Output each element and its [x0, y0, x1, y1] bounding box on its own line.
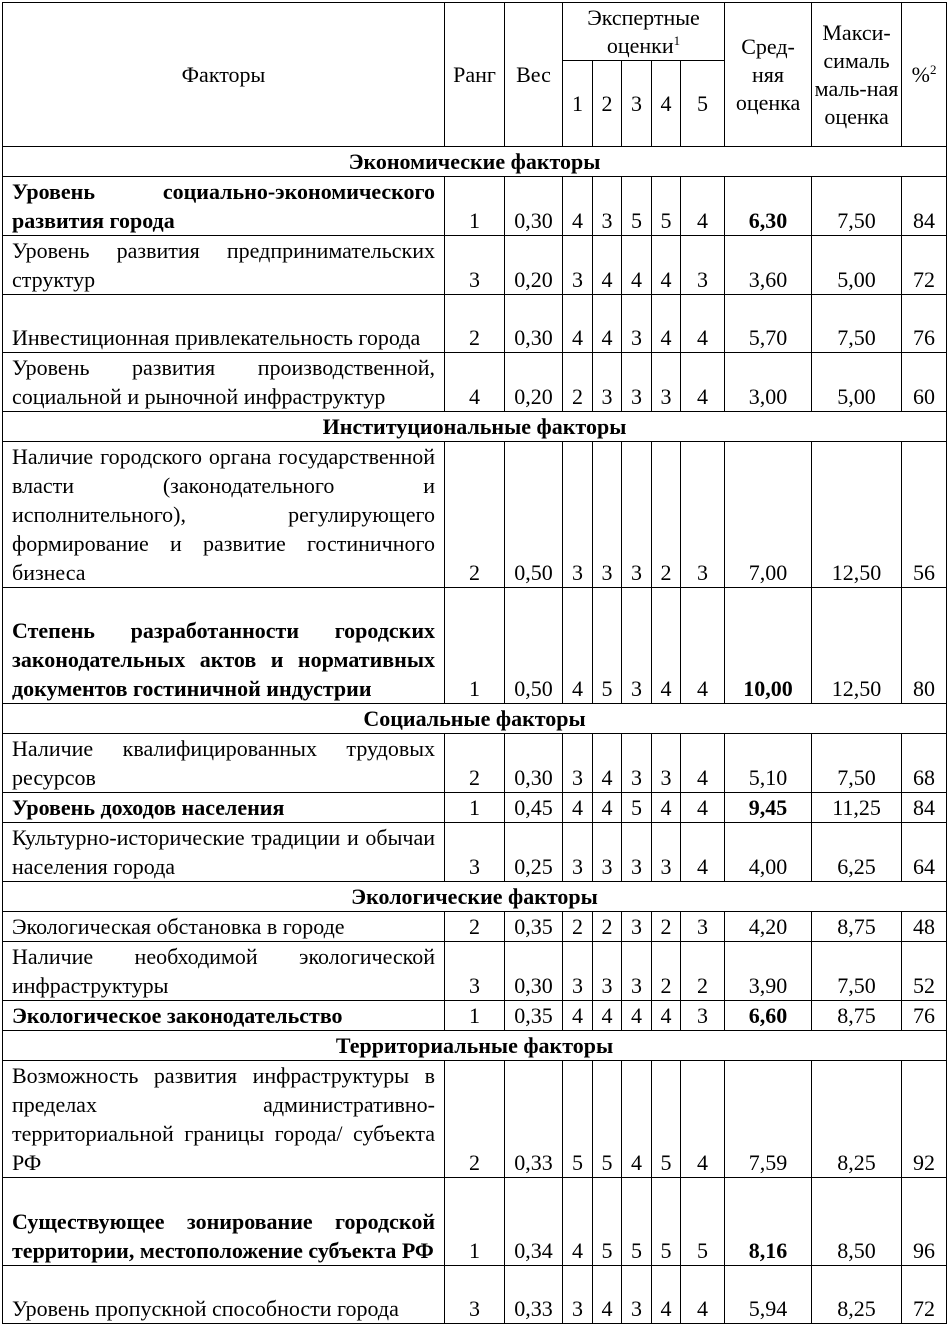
expert-score-cell: 4	[622, 1001, 652, 1031]
expert-score-cell: 4	[681, 1061, 725, 1178]
expert-score-cell: 5	[652, 1178, 681, 1266]
expert-score-cell: 4	[681, 177, 725, 236]
expert-score-cell: 4	[622, 236, 652, 295]
expert-score-cell: 4	[563, 1001, 593, 1031]
table-row	[3, 1266, 947, 1324]
pct-cell: 80	[902, 588, 947, 704]
expert-score-cell: 3	[681, 442, 725, 588]
header-expert-label: Экспертные оценки	[587, 4, 700, 58]
expert-score-cell: 2	[652, 912, 681, 942]
avg-cell: 3,90	[725, 942, 812, 1001]
weight-cell: 0,30	[505, 942, 563, 1001]
avg-cell: 5,10	[725, 734, 812, 793]
expert-score-cell: 2	[593, 912, 622, 942]
pct-cell: 56	[902, 442, 947, 588]
expert-score-cell: 3	[622, 1266, 652, 1324]
expert-score-cell: 4	[563, 295, 593, 353]
factor-name: Уровень развития предпринимательских структур	[3, 236, 445, 295]
pct-cell: 60	[902, 353, 947, 412]
expert-score-cell: 4	[593, 295, 622, 353]
expert-score-cell: 3	[681, 912, 725, 942]
factor-name: Возможность развития инфраструктуры в пределах административно-территориальной границы города/ субъекта РФ	[3, 1061, 445, 1178]
factor-name: Инвестиционная привлекательность города	[3, 295, 445, 353]
expert-score-cell: 5	[593, 588, 622, 704]
factor-name: Экологическое законодательство	[3, 1001, 445, 1031]
rank-cell: 2	[445, 295, 505, 353]
rank-cell: 4	[445, 353, 505, 412]
factor-name: Наличие городского органа государственной власти (законодательного и исполнительного), регулирующего формирование и развитие гостиничного бизнеса	[3, 442, 445, 588]
max-cell: 8,25	[812, 1061, 902, 1178]
section-row	[3, 1031, 947, 1061]
rank-cell: 3	[445, 236, 505, 295]
factor-name: Степень разработанности городских законодательных актов и нормативных документов гостиничной индустрии	[3, 588, 445, 704]
expert-score-cell: 4	[593, 734, 622, 793]
weight-cell: 0,45	[505, 793, 563, 823]
avg-cell: 5,70	[725, 295, 812, 353]
factor-name: Уровень социально-экономического развития города	[3, 177, 445, 236]
weight-cell: 0,50	[505, 442, 563, 588]
expert-score-cell: 3	[622, 442, 652, 588]
avg-cell: 4,00	[725, 823, 812, 882]
expert-score-cell: 2	[652, 942, 681, 1001]
pct-cell: 84	[902, 177, 947, 236]
rank-cell: 3	[445, 823, 505, 882]
pct-cell: 52	[902, 942, 947, 1001]
header-expert-3: 3	[622, 61, 652, 147]
expert-score-cell: 3	[563, 1266, 593, 1324]
expert-score-cell: 4	[681, 823, 725, 882]
header-avg: Сред- няя оценка	[725, 3, 812, 147]
avg-cell: 9,45	[725, 793, 812, 823]
weight-cell: 0,35	[505, 1001, 563, 1031]
table-body	[3, 147, 947, 1324]
header-expert-2: 2	[593, 61, 622, 147]
header-expert-1: 1	[563, 61, 593, 147]
header-factors: Факторы	[3, 3, 445, 147]
expert-score-cell: 3	[681, 1001, 725, 1031]
factor-name: Культурно-исторические традиции и обычаи населения города	[3, 823, 445, 882]
max-cell: 12,50	[812, 442, 902, 588]
expert-score-cell: 4	[652, 1001, 681, 1031]
avg-cell: 3,60	[725, 236, 812, 295]
expert-score-cell: 3	[563, 942, 593, 1001]
table-row	[3, 823, 947, 882]
table-row	[3, 1178, 947, 1266]
table-header	[3, 3, 947, 147]
table-row	[3, 442, 947, 588]
max-cell: 7,50	[812, 942, 902, 1001]
rank-cell: 1	[445, 1178, 505, 1266]
expert-score-cell: 3	[652, 734, 681, 793]
factor-name: Наличие необходимой экологической инфраструктуры	[3, 942, 445, 1001]
max-cell: 7,50	[812, 177, 902, 236]
expert-score-cell: 3	[563, 734, 593, 793]
expert-score-cell: 3	[622, 912, 652, 942]
expert-score-cell: 3	[593, 442, 622, 588]
factor-name: Наличие квалифицированных трудовых ресурсов	[3, 734, 445, 793]
expert-score-cell: 5	[652, 177, 681, 236]
section-title: Территориальные факторы	[3, 1031, 947, 1061]
pct-cell: 64	[902, 823, 947, 882]
expert-score-cell: 3	[622, 823, 652, 882]
pct-cell: 96	[902, 1178, 947, 1266]
expert-score-cell: 3	[622, 942, 652, 1001]
factor-name: Уровень развития производственной, социальной и рыночной инфраструктур	[3, 353, 445, 412]
expert-score-cell: 3	[622, 295, 652, 353]
expert-score-cell: 3	[593, 942, 622, 1001]
expert-score-cell: 4	[652, 295, 681, 353]
header-expert-note: 1	[673, 32, 681, 48]
header-pct-note: 2	[929, 61, 937, 77]
expert-score-cell: 4	[563, 588, 593, 704]
table-row	[3, 912, 947, 942]
table-row	[3, 734, 947, 793]
expert-score-cell: 5	[681, 1178, 725, 1266]
expert-score-cell: 4	[681, 734, 725, 793]
section-title: Экологические факторы	[3, 882, 947, 912]
rank-cell: 1	[445, 793, 505, 823]
pct-cell: 68	[902, 734, 947, 793]
section-title: Экономические факторы	[3, 147, 947, 177]
avg-cell: 7,59	[725, 1061, 812, 1178]
table-row	[3, 177, 947, 236]
header-expert-4: 4	[652, 61, 681, 147]
expert-score-cell: 4	[681, 353, 725, 412]
pct-cell: 72	[902, 236, 947, 295]
section-title: Институциональные факторы	[3, 412, 947, 442]
section-title: Социальные факторы	[3, 704, 947, 734]
expert-score-cell: 4	[681, 295, 725, 353]
factor-name: Уровень пропускной способности города	[3, 1266, 445, 1324]
expert-score-cell: 4	[681, 793, 725, 823]
pct-cell: 76	[902, 295, 947, 353]
expert-score-cell: 5	[652, 1061, 681, 1178]
rank-cell: 1	[445, 588, 505, 704]
weight-cell: 0,34	[505, 1178, 563, 1266]
expert-score-cell: 4	[563, 177, 593, 236]
factor-name: Экологическая обстановка в городе	[3, 912, 445, 942]
pct-cell: 72	[902, 1266, 947, 1324]
max-cell: 12,50	[812, 588, 902, 704]
expert-score-cell: 4	[593, 1001, 622, 1031]
expert-score-cell: 4	[681, 1266, 725, 1324]
weight-cell: 0,20	[505, 353, 563, 412]
expert-score-cell: 2	[563, 353, 593, 412]
expert-score-cell: 4	[652, 236, 681, 295]
expert-score-cell: 4	[652, 588, 681, 704]
avg-cell: 3,00	[725, 353, 812, 412]
pct-cell: 76	[902, 1001, 947, 1031]
header-expert-5: 5	[681, 61, 725, 147]
pct-cell: 84	[902, 793, 947, 823]
rank-cell: 2	[445, 912, 505, 942]
header-pct	[902, 3, 947, 147]
expert-score-cell: 3	[652, 353, 681, 412]
factors-table	[2, 2, 947, 1324]
avg-cell: 6,30	[725, 177, 812, 236]
expert-score-cell: 5	[593, 1178, 622, 1266]
table-row	[3, 295, 947, 353]
max-cell: 5,00	[812, 236, 902, 295]
weight-cell: 0,30	[505, 295, 563, 353]
expert-score-cell: 3	[593, 353, 622, 412]
rank-cell: 2	[445, 734, 505, 793]
expert-score-cell: 3	[563, 442, 593, 588]
expert-score-cell: 5	[622, 1178, 652, 1266]
rank-cell: 3	[445, 942, 505, 1001]
table-row	[3, 353, 947, 412]
weight-cell: 0,25	[505, 823, 563, 882]
weight-cell: 0,20	[505, 236, 563, 295]
expert-score-cell: 3	[681, 236, 725, 295]
section-row	[3, 704, 947, 734]
avg-cell: 8,16	[725, 1178, 812, 1266]
pct-cell: 48	[902, 912, 947, 942]
avg-cell: 10,00	[725, 588, 812, 704]
expert-score-cell: 4	[622, 1061, 652, 1178]
weight-cell: 0,50	[505, 588, 563, 704]
max-cell: 6,25	[812, 823, 902, 882]
avg-cell: 4,20	[725, 912, 812, 942]
expert-score-cell: 5	[622, 793, 652, 823]
header-max: Макси-сималь маль-ная оценка	[812, 3, 902, 147]
avg-cell: 5,94	[725, 1266, 812, 1324]
section-row	[3, 412, 947, 442]
header-expert	[563, 3, 725, 61]
header-pct-label: %	[911, 61, 930, 87]
max-cell: 11,25	[812, 793, 902, 823]
expert-score-cell: 3	[622, 734, 652, 793]
weight-cell: 0,35	[505, 912, 563, 942]
expert-score-cell: 2	[652, 442, 681, 588]
section-row	[3, 147, 947, 177]
expert-score-cell: 3	[652, 823, 681, 882]
table-row	[3, 1061, 947, 1178]
table-row	[3, 942, 947, 1001]
pct-cell: 92	[902, 1061, 947, 1178]
factor-name: Существующее зонирование городской территории, местоположение субъекта РФ	[3, 1178, 445, 1266]
max-cell: 8,75	[812, 1001, 902, 1031]
max-cell: 8,25	[812, 1266, 902, 1324]
max-cell: 7,50	[812, 295, 902, 353]
expert-score-cell: 4	[652, 793, 681, 823]
expert-score-cell: 3	[622, 353, 652, 412]
header-weight: Вес	[505, 3, 563, 147]
weight-cell: 0,33	[505, 1266, 563, 1324]
expert-score-cell: 4	[593, 236, 622, 295]
expert-score-cell: 4	[681, 588, 725, 704]
max-cell: 7,50	[812, 734, 902, 793]
expert-score-cell: 5	[622, 177, 652, 236]
table-row	[3, 588, 947, 704]
max-cell: 5,00	[812, 353, 902, 412]
expert-score-cell: 2	[681, 942, 725, 1001]
expert-score-cell: 5	[563, 1061, 593, 1178]
avg-cell: 6,60	[725, 1001, 812, 1031]
avg-cell: 7,00	[725, 442, 812, 588]
expert-score-cell: 4	[563, 1178, 593, 1266]
rank-cell: 2	[445, 1061, 505, 1178]
expert-score-cell: 2	[563, 912, 593, 942]
max-cell: 8,75	[812, 912, 902, 942]
factor-name: Уровень доходов населения	[3, 793, 445, 823]
section-row	[3, 882, 947, 912]
weight-cell: 0,30	[505, 734, 563, 793]
expert-score-cell: 4	[593, 793, 622, 823]
rank-cell: 2	[445, 442, 505, 588]
expert-score-cell: 3	[593, 823, 622, 882]
table-row	[3, 793, 947, 823]
expert-score-cell: 3	[563, 823, 593, 882]
rank-cell: 1	[445, 177, 505, 236]
expert-score-cell: 3	[563, 236, 593, 295]
header-rank: Ранг	[445, 3, 505, 147]
rank-cell: 3	[445, 1266, 505, 1324]
max-cell: 8,50	[812, 1178, 902, 1266]
expert-score-cell: 3	[593, 177, 622, 236]
expert-score-cell: 4	[593, 1266, 622, 1324]
rank-cell: 1	[445, 1001, 505, 1031]
expert-score-cell: 5	[593, 1061, 622, 1178]
weight-cell: 0,30	[505, 177, 563, 236]
table-row	[3, 1001, 947, 1031]
table-row	[3, 236, 947, 295]
expert-score-cell: 3	[622, 588, 652, 704]
expert-score-cell: 4	[652, 1266, 681, 1324]
expert-score-cell: 4	[563, 793, 593, 823]
weight-cell: 0,33	[505, 1061, 563, 1178]
